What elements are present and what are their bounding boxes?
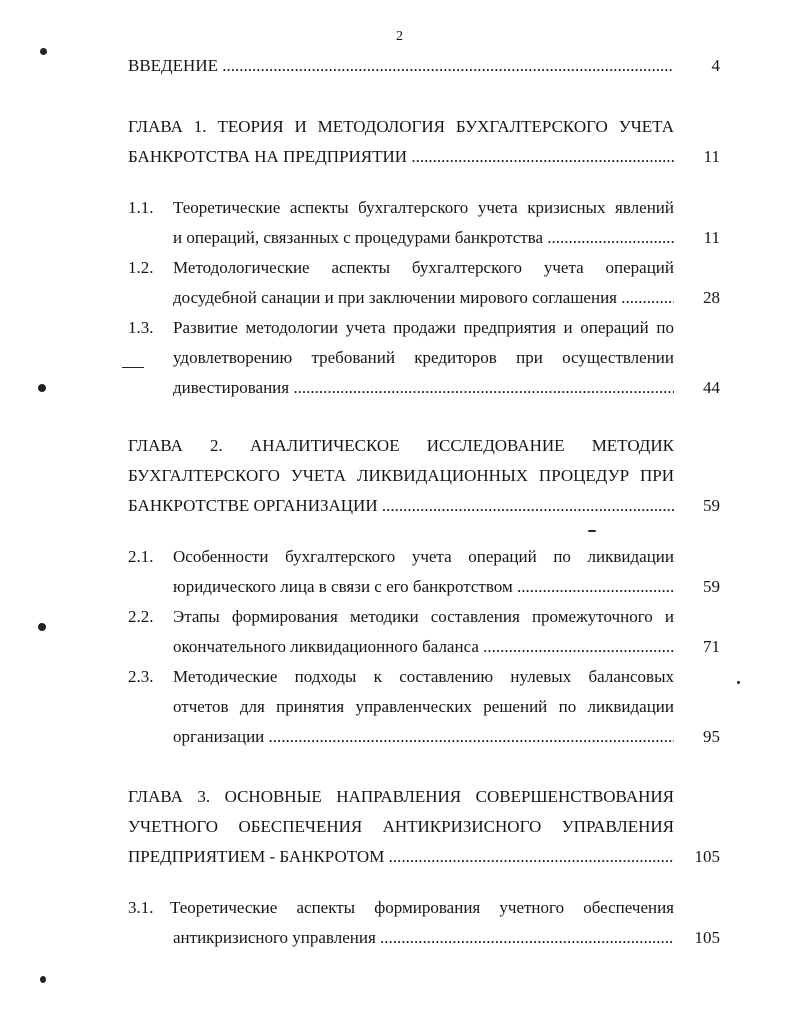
chapter-1-page: 11 — [703, 147, 720, 166]
scan-speck — [40, 976, 46, 983]
page-number: 2 — [396, 29, 403, 44]
section-1-3-line-3: дивестирования ..... — [173, 378, 674, 398]
section-1-3-number: 1.3. — [128, 318, 154, 337]
section-1-1-line-2: и операций, связанных с процедурами банкротства ..... — [173, 228, 674, 248]
scan-speck — [38, 384, 46, 392]
section-2-1-page: 59 — [703, 577, 720, 596]
section-2-3-line-1: Методические подходы к составлению нулевых балансовых — [173, 667, 674, 686]
scan-speck — [122, 367, 144, 368]
section-1-1-page: 11 — [703, 228, 720, 247]
scan-speck — [737, 681, 740, 684]
section-2-2-line-2: окончательного ликвидационного баланса ..... — [173, 637, 674, 657]
section-1-3-page: 44 — [703, 378, 720, 397]
chapter-2-title-line-3: БАНКРОТСТВЕ ОРГАНИЗАЦИИ ..... — [128, 496, 674, 516]
chapter-3-title-line-2: УЧЕТНОГО ОБЕСПЕЧЕНИЯ АНТИКРИЗИСНОГО УПРАВЛЕНИЯ — [128, 817, 674, 836]
section-2-1-line-2: юридического лица в связи с его банкротством ..... — [173, 577, 674, 597]
section-2-1-line-1: Особенности бухгалтерского учета операций по ликвидации — [173, 547, 674, 566]
section-3-1-line-1: Теоретические аспекты формирования учетного обеспечения — [170, 898, 674, 917]
section-2-2-page: 71 — [703, 637, 720, 656]
chapter-3-page: 105 — [694, 847, 720, 866]
section-3-1-number: 3.1. — [128, 898, 154, 917]
chapter-2-title-line-1: ГЛАВА 2. АНАЛИТИЧЕСКОЕ ИССЛЕДОВАНИЕ МЕТОДИК — [128, 436, 674, 455]
section-1-1-number: 1.1. — [128, 198, 154, 217]
section-2-3-line-3: организации ..... — [173, 727, 674, 747]
section-2-1-number: 2.1. — [128, 547, 154, 566]
chapter-2-title-line-2: БУХГАЛТЕРСКОГО УЧЕТА ЛИКВИДАЦИОННЫХ ПРОЦЕДУР ПРИ — [128, 466, 674, 485]
toc-intro-page: 4 — [711, 56, 720, 75]
section-1-2-line-2: досудебной санации и при заключении мирового соглашения ..... — [173, 288, 674, 308]
section-3-1-line-2: антикризисного управления ..... — [173, 928, 674, 948]
section-1-1-line-1: Теоретические аспекты бухгалтерского учета кризисных явлений — [173, 198, 674, 217]
section-1-3-line-1: Развитие методологии учета продажи предприятия и операций по — [173, 318, 674, 337]
section-1-2-page: 28 — [703, 288, 720, 307]
section-1-2-number: 1.2. — [128, 258, 154, 277]
chapter-3-title-line-3: ПРЕДПРИЯТИЕМ - БАНКРОТОМ ..... — [128, 847, 674, 867]
section-2-2-number: 2.2. — [128, 607, 154, 626]
section-3-1-page: 105 — [694, 928, 720, 947]
scan-speck — [40, 48, 47, 55]
section-1-2-line-1: Методологические аспекты бухгалтерского учета операций — [173, 258, 674, 277]
section-2-3-number: 2.3. — [128, 667, 154, 686]
section-2-3-line-2: отчетов для принятия управленческих решений по ликвидации — [173, 697, 674, 716]
section-1-3-line-2: удовлетворению требований кредиторов при осуществлении — [173, 348, 674, 367]
chapter-1-title-line-1: ГЛАВА 1. ТЕОРИЯ И МЕТОДОЛОГИЯ БУХГАЛТЕРСКОГО УЧЕТА — [128, 117, 674, 136]
chapter-2-page: 59 — [703, 496, 720, 515]
toc-intro-title: ВВЕДЕНИЕ ..... — [128, 56, 674, 76]
scan-speck — [588, 530, 596, 532]
chapter-1-title-line-2: БАНКРОТСТВА НА ПРЕДПРИЯТИИ ..... — [128, 147, 674, 167]
section-2-3-page: 95 — [703, 727, 720, 746]
scan-speck — [38, 623, 46, 631]
chapter-3-title-line-1: ГЛАВА 3. ОСНОВНЫЕ НАПРАВЛЕНИЯ СОВЕРШЕНСТВОВАНИЯ — [128, 787, 674, 806]
section-2-2-line-1: Этапы формирования методики составления промежуточного и — [173, 607, 674, 626]
